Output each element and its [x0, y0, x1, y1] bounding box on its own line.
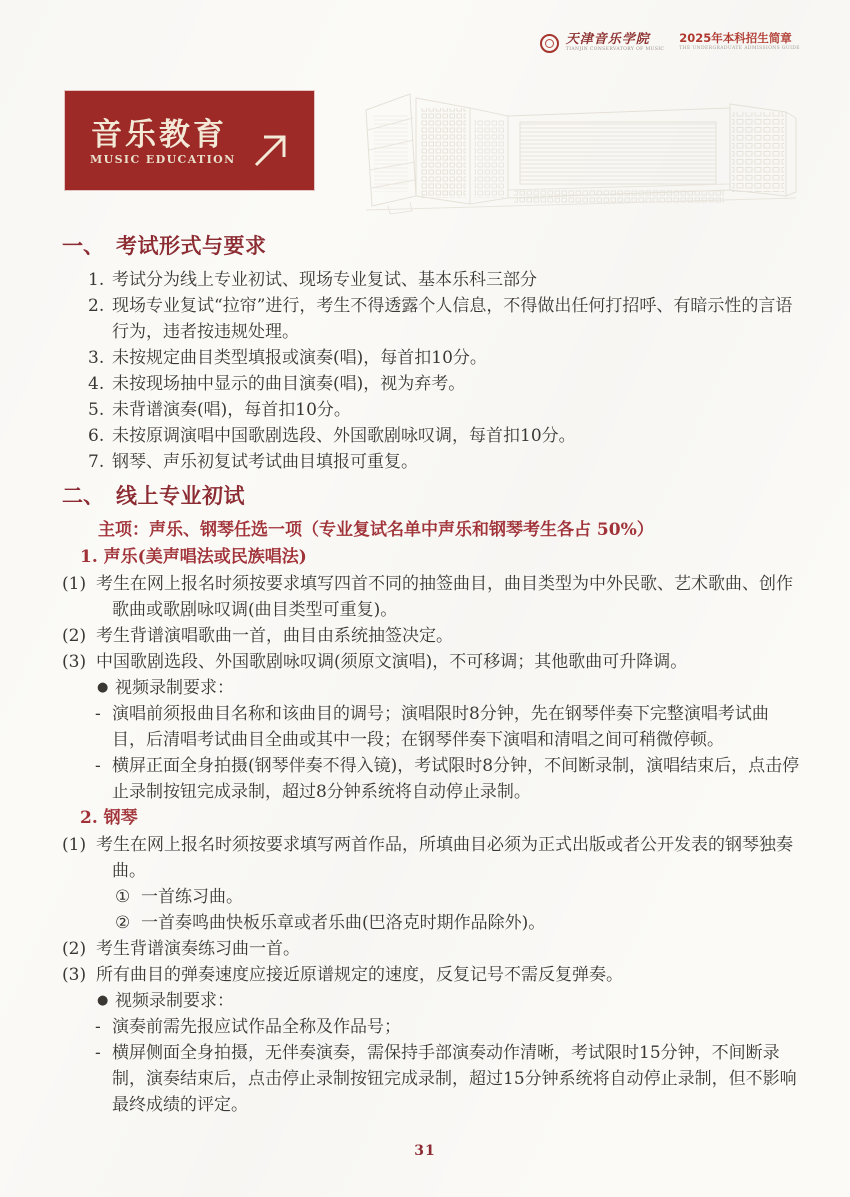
video-requirements-heading [62, 988, 800, 1014]
marker: 5. [88, 400, 105, 420]
marker: - [95, 1017, 101, 1037]
guide-title-en: THE UNDERGRADUATE ADMISSIONS GUIDE [679, 46, 800, 51]
marker: (2) [62, 626, 87, 646]
building-watermark-illustration [358, 78, 800, 220]
marker: (1) [62, 574, 87, 594]
marker: 一、 [62, 233, 104, 258]
marker: 4. [88, 374, 105, 394]
text: 线上专业初试 [116, 483, 245, 508]
banner-subtitle: MUSIC EDUCATION [90, 153, 236, 166]
text: 中国歌剧选段、外国歌剧咏叹调(须原文演唱)，不可移调；其他歌曲可升降调。 [96, 652, 688, 672]
subsection-vocal [62, 544, 800, 571]
school-name: 天津音乐学院 [565, 32, 650, 47]
text: 演唱前须报曲目名称和该曲目的调号；演唱限时8分钟，先在钢琴伴奏下完整演唱考试曲目，后清唱考试曲目全曲或其中一段；在钢琴伴奏下演唱和清唱之间可稍微停顿。 [112, 704, 769, 750]
marker: ● [97, 993, 109, 1008]
text: 横屏侧面全身拍摄，无伴奏演奏，需保持手部演奏动作清晰，考试限时15分钟，不间断录制，演奏结束后，点击停止录制按钮完成录制，超过15分钟系统将自动停止录制，但不影响最终成绩的评定。 [112, 1043, 797, 1115]
text: 现场专业复试“拉帘”进行，考生不得透露个人信息，不得做出任何打招呼、有暗示性的言语行为，违者按违规处理。 [112, 296, 793, 342]
text: 未按现场抽中显示的曲目演奏(唱)，视为弃考。 [112, 374, 466, 394]
list-item [62, 371, 800, 397]
paragraph [62, 962, 800, 988]
paragraph [62, 623, 800, 649]
page-number: 31 [414, 1143, 436, 1159]
header-brand [540, 33, 800, 53]
marker: - [95, 756, 101, 776]
marker: 3. [88, 348, 105, 368]
marker: (3) [62, 652, 87, 672]
text: 一首奏鸣曲快板乐章或者乐曲(巴洛克时期作品除外)。 [141, 913, 546, 933]
guide-title: 2025年本科招生简章 [679, 31, 792, 45]
section-banner [65, 91, 314, 190]
paragraph [62, 936, 800, 962]
marker: (3) [62, 965, 87, 985]
text: 1. 声乐(美声唱法或民族唱法) [80, 547, 307, 567]
text: 所有曲目的弹奏速度应接近原谱规定的速度，反复记号不需反复弹奏。 [96, 965, 623, 985]
list-item [62, 449, 800, 475]
arrow-up-right-icon [250, 129, 292, 171]
text: 未背谱演奏(唱)，每首扣10分。 [112, 400, 351, 420]
major-note [62, 517, 800, 544]
content [62, 231, 800, 1118]
text: 钢琴、声乐初复试考试曲目填报可重复。 [112, 452, 418, 472]
text: 演奏前需先报应试作品全称及作品号； [112, 1017, 401, 1037]
marker: (1) [62, 835, 87, 855]
text: 视频录制要求： [115, 991, 234, 1011]
list-item [62, 423, 800, 449]
marker: - [95, 704, 101, 724]
text: 横屏正面全身拍摄(钢琴伴奏不得入镜)，考试限时8分钟，不间断录制，演唱结束后，点击停止录制按钮完成录制，超过8分钟系统将自动停止录制。 [112, 756, 800, 802]
requirement-item [62, 701, 800, 753]
paragraph [62, 832, 800, 884]
list-item [62, 397, 800, 423]
requirement-item [62, 1040, 800, 1118]
text: 未按规定曲目类型填报或演奏(唱)，每首扣10分。 [112, 348, 487, 368]
marker: - [95, 1043, 101, 1063]
text: 考生在网上报名时须按要求填写两首作品，所填曲目必须为正式出版或者公开发表的钢琴独奏曲。 [96, 835, 793, 881]
subsection-piano [62, 805, 800, 832]
text: 考生背谱演唱歌曲一首，曲目由系统抽签决定。 [96, 626, 453, 646]
text: 考试分为线上专业初试、现场专业复试、基本乐科三部分 [112, 270, 537, 290]
school-name-en: TIANJIN CONSERVATORY OF MUSIC [565, 47, 665, 52]
section-online-preliminary [62, 481, 800, 1118]
school-name-block [566, 33, 664, 53]
school-logo-icon [540, 34, 559, 53]
marker: ② [115, 913, 131, 933]
text: 一首练习曲。 [141, 887, 243, 907]
paragraph [62, 649, 800, 675]
marker: 1. [88, 270, 105, 290]
requirement-item [62, 1014, 800, 1040]
list-item [62, 293, 800, 345]
marker: 2. [88, 296, 105, 316]
video-requirements-heading [62, 675, 800, 701]
section-heading [62, 481, 800, 511]
sub-item [62, 884, 800, 910]
marker: 二、 [62, 483, 104, 508]
marker: (2) [62, 939, 87, 959]
marker: ● [97, 680, 109, 695]
section-heading [62, 231, 800, 261]
guide-title-block [679, 33, 800, 52]
section-exam-format [62, 231, 800, 475]
sub-item [62, 910, 800, 936]
text: 2. 钢琴 [80, 808, 138, 828]
text: 未按原调演唱中国歌剧选段、外国歌剧咏叹调，每首扣10分。 [112, 426, 576, 446]
text: 考生在网上报名时须按要求填写四首不同的抽签曲目，曲目类型为中外民歌、艺术歌曲、创作歌曲或歌剧咏叹调(曲目类型可重复)。 [96, 574, 793, 620]
list-item [62, 267, 800, 293]
marker: ① [115, 887, 131, 907]
requirement-item [62, 753, 800, 805]
text: 视频录制要求： [115, 678, 234, 698]
text: 考生背谱演奏练习曲一首。 [96, 939, 300, 959]
text: 主项：声乐、钢琴任选一项（专业复试名单中声乐和钢琴考生各占 50%） [98, 520, 654, 540]
footer [0, 1140, 850, 1159]
banner-title: 音乐教育 [91, 117, 227, 153]
marker: 6. [88, 426, 105, 446]
marker: 7. [88, 452, 105, 472]
list-item [62, 345, 800, 371]
paragraph [62, 571, 800, 623]
text: 考试形式与要求 [116, 233, 267, 258]
